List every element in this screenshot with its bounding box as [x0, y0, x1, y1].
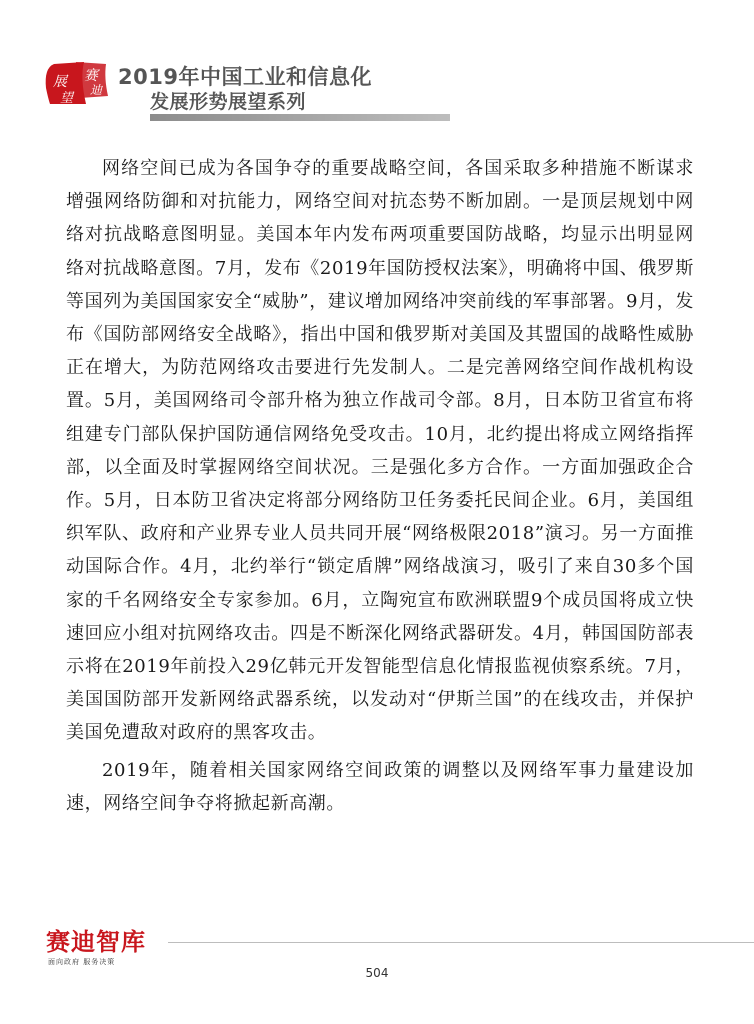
svg-text:望: 望 [60, 91, 74, 106]
paragraph: 网络空间已成为各国争夺的重要战略空间，各国采取多种措施不断谋求增强网络防御和对抗能力，网络空间对抗态势不断加剧。一是顶层规划中网络对抗战略意图明显。美国本年内发布两项重要国防战略，均显示出明显网络对抗战略意图。7月，发布《2019年国防授权法案》，明确将中国、俄罗斯等国列为美国国家安全“威胁”，建议增加网络冲突前线的军事部署。9月，发布《国防部网络安全战略》，指出中国和俄罗斯对美国及其盟国的战略性威胁正在增大，为防范网络攻击要进行先发制人。二是完善网络空间作战机构设置。5月，美国网络司令部升格为独立作战司令部。8月，日本防卫省宣布将组建专门部队保护国防通信网络免受攻击。10月，北约提出将成立网络指挥部，以全面及时掌握网络空间状况。三是强化多方合作。一方面加强政企合作。5月，日本防卫省决定将部分网络防卫任务委托民间企业。6月，美国组织军队、政府和产业界专业人员共同开展“网络极限2018”演习。另一方面推动国际合作。4月，北约举行“锁定盾牌”网络战演习，吸引了来自30多个国家的千名网络安全专家参加。6月，立陶宛宣布欧洲联盟9个成员国将成立快速回应小组对抗网络攻击。四是不断深化网络武器研发。4月，韩国国防部表示将在2019年前投入29亿韩元开发智能型信息化情报监视侦察系统。7月，美国国防部开发新网络武器系统，以发动对“伊斯兰国”的在线攻击，并保护美国免遭敌对政府的黑客攻击。 [66, 158, 694, 744]
paragraph: 2019年，随着相关国家网络空间政策的调整以及网络军事力量建设加速，网络空间争夺将掀起新高潮。 [66, 759, 694, 814]
page-number: 504 [365, 966, 389, 980]
svg-text:迪: 迪 [90, 83, 103, 97]
header-seal-logo [40, 58, 112, 108]
header-underline-bar [150, 114, 450, 121]
footer-divider [168, 942, 754, 943]
header-title: 2019年中国工业和信息化 [118, 65, 372, 89]
header-subtitle: 发展形势展望系列 [150, 91, 307, 113]
svg-text:赛: 赛 [84, 68, 98, 84]
footer-logo: 赛迪智库 [46, 928, 146, 956]
footer-slogan: 面向政府 服务决策 [48, 958, 116, 966]
svg-text:展: 展 [53, 74, 67, 90]
body-text [66, 152, 694, 824]
